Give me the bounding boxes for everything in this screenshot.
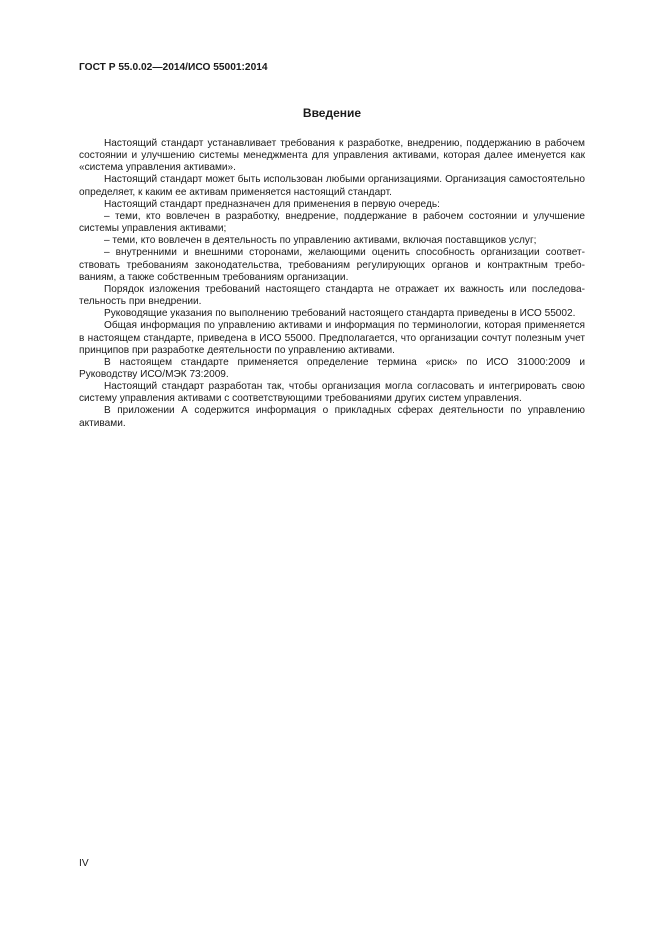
paragraph: Настоящий стандарт может быть использован любыми организациями. Организация самостоятельно определяет, к каким ее активам применяется настоящий стандарт. [79, 174, 585, 198]
page-number: IV [79, 858, 89, 869]
list-item: – внутренними и внешними сторонами, желающими оценить способность организации соответствовать требованиям законодательства, требованиям регулирующих органов и контрактным требованиям, а также собственным требованиям организации. [79, 247, 585, 283]
paragraph: В приложении А содержится информация о прикладных сферах деятельности по управлению активами. [79, 405, 585, 429]
list-item: – теми, кто вовлечен в деятельность по управлению активами, включая поставщиков услуг; [104, 235, 537, 247]
paragraph: Настоящий стандарт предназначен для применения в первую очередь: [104, 198, 440, 210]
document-header: ГОСТ Р 55.0.02—2014/ИСО 55001:2014 [79, 62, 268, 73]
section-title: Введение [302, 106, 362, 120]
list-item: – теми, кто вовлечен в разработку, внедрение, поддержание в рабочем состоянии и улучшение системы управления активами; [79, 210, 585, 235]
paragraph: Общая информация по управлению активами и информация по терминологии, которая применяется в настоящем стандарте, приведена в ИСО 55000. Предполагается, что организации сочтут полезным учет принципов при разработке деятельности по управлению активами. [79, 320, 585, 356]
paragraph: Настоящий стандарт разработан так, чтобы организация могла согласовать и интегрировать свою систему управления активами с соответствующими требованиями других систем управления. [79, 381, 585, 405]
paragraph: Настоящий стандарт устанавливает требования к разработке, внедрению, поддержанию в рабочем состоянии и улучшению системы менеджмента для управления активами, которая далее именуется как «система управления активами». [79, 138, 585, 174]
paragraph: Руководящие указания по выполнению требований настоящего стандарта приведены в ИСО 55002. [104, 308, 576, 320]
paragraph: Порядок изложения требований настоящего стандарта не отражает их важность или последовательность при внедрении. [79, 283, 585, 308]
introduction-body [79, 138, 585, 430]
paragraph: В настоящем стандарте применяется определение термина «риск» по ИСО 31000:2009 и Руководству ИСО/МЭК 73:2009. [79, 356, 585, 380]
